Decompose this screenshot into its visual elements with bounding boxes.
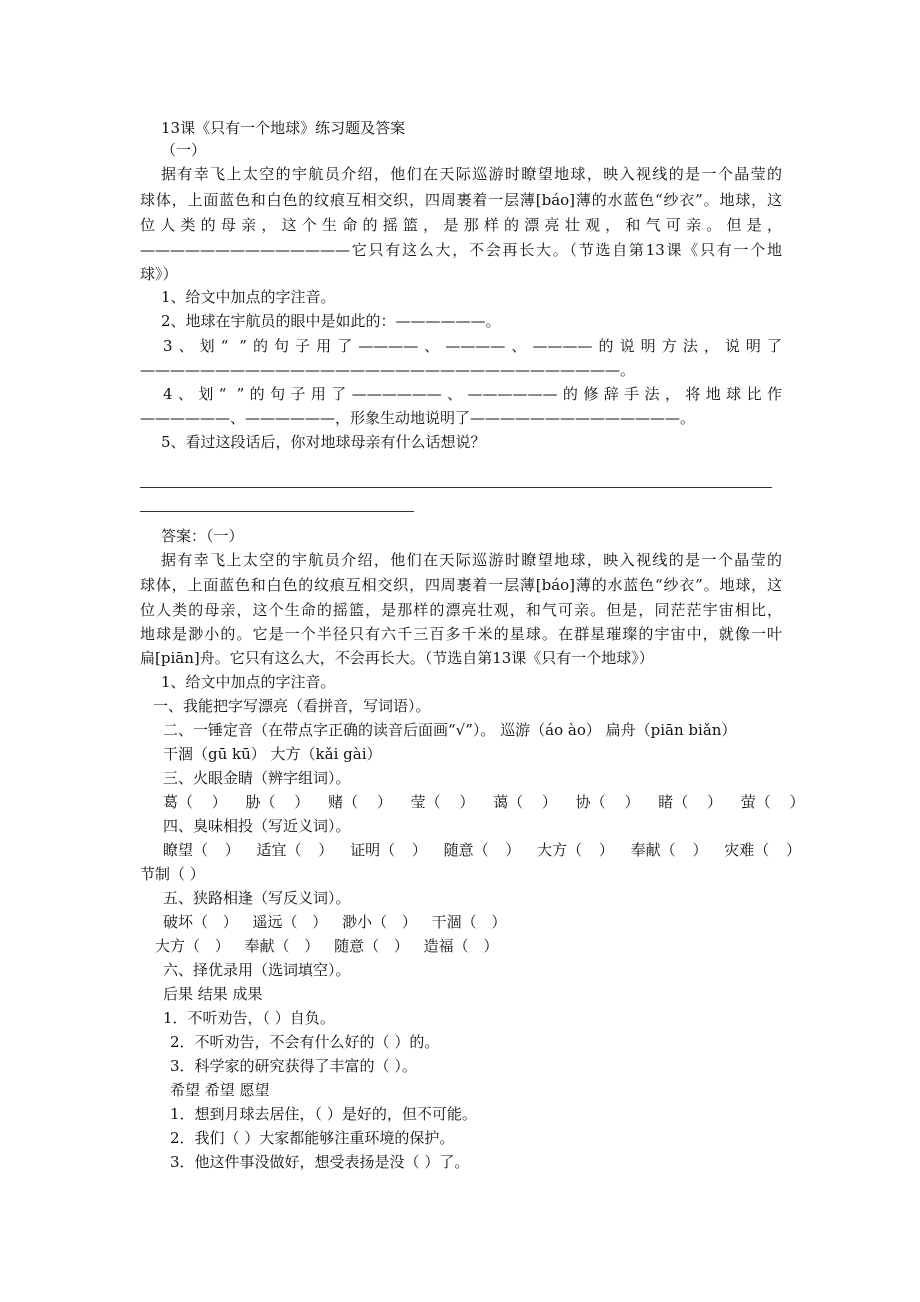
passage-line: ——————————————它只有这么大，不会再长大。（节选自第13课《只有一个地 [140, 241, 782, 259]
exercise-line: 1．不听劝告，（ ）自负。 [163, 1009, 335, 1027]
section-one-label: （一） [161, 141, 207, 159]
question-2: 2、地球在宇航员的眼中是如此的：——————。 [161, 312, 501, 330]
word-choices: 后果 结果 成果 [163, 985, 263, 1003]
exercise-heading: 一、我能把字写漂亮（看拼音，写词语）。 [153, 697, 431, 715]
exercise-line: 3．他这件事没做好，想受表扬是没（ ）了。 [170, 1153, 470, 1171]
word-choices: 希望 希望 愿望 [170, 1081, 270, 1099]
answer-passage-line: 球体，上面蓝色和白色的纹痕互相交织，四周裹着一层薄[báo]薄的水蓝色“纱衣”。地球，这 [140, 576, 782, 594]
answer-passage-line: 地球是渺小的。它是一个半径只有六千三百多千米的星球。在群星璀璨的宇宙中，就像一叶 [140, 625, 782, 643]
exercise-heading: 二、一锤定音（在带点字正确的读音后面画“√”）。 巡游（áo ào） 扁舟（piān biǎn） [163, 721, 737, 739]
passage-line: 球》） [140, 265, 178, 283]
question-3-continued: ————————————————————————————————。 [140, 361, 636, 379]
answer-line [140, 487, 772, 488]
answer-passage-line: 扁[piān]舟。它只有这么大，不会再长大。（节选自第13课《只有一个地球》） [140, 649, 654, 667]
answer-question-1: 1、给文中加点的字注音。 [161, 673, 336, 691]
question-4: 4、划“ ”的句子用了——————、——————的修辞手法，将地球比作 [163, 385, 782, 403]
exercise-heading: 五、狭路相逢（写反义词）。 [163, 889, 351, 907]
exercise-heading: 六、择优录用（选词填空）。 [163, 961, 351, 979]
passage-line: 位人类的母亲，这个生命的摇篮，是那样的漂亮壮观，和气可亲。但是， [140, 216, 782, 234]
question-5: 5、看过这段话后，你对地球母亲有什么话想说？ [161, 433, 486, 451]
exercise-line: 破坏（ ） 遥远（ ） 渺小（ ） 干涸（ ） [163, 913, 507, 931]
question-3: 3、划“ ”的句子用了————、————、————的说明方法，说明了 [163, 337, 782, 355]
exercise-line: 葛（ ） 胁（ ） 赌（ ） 莹（ ） 蔼（ ） 协（ ） 睹（ ） 萤（ ） [163, 793, 805, 811]
exercise-line: 2．我们（ ）大家都能够注重环境的保护。 [170, 1129, 455, 1147]
exercise-line: 2．不听劝告，不会有什么好的（ ）的。 [170, 1033, 440, 1051]
passage-line: 球体，上面蓝色和白色的纹痕互相交织，四周裹着一层薄[báo]薄的水蓝色“纱衣”。地球，这 [140, 191, 782, 209]
exercise-heading: 四、臭味相投（写近义词）。 [163, 817, 351, 835]
answer-heading: 答案：（一） [161, 527, 244, 545]
exercise-line: 3．科学家的研究获得了丰富的（ ）。 [170, 1057, 417, 1075]
exercise-heading: 三、火眼金睛（辨字组词）。 [163, 769, 351, 787]
exercise-line: 瞭望（ ） 适宜（ ） 证明（ ） 随意（ ） 大方（ ） 奉献（ ） 灾难（ ） [163, 841, 801, 859]
passage-line: 据有幸飞上太空的宇航员介绍，他们在天际巡游时瞭望地球，映入视线的是一个晶莹的 [161, 165, 782, 183]
document-title: 13课《只有一个地球》练习题及答案 [161, 119, 406, 137]
exercise-line: 大方（ ） 奉献（ ） 随意（ ） 造福（ ） [155, 937, 499, 955]
answer-passage-line: 位人类的母亲，这个生命的摇篮，是那样的漂亮壮观，和气可亲。但是，同茫茫宇宙相比， [140, 601, 782, 619]
answer-passage-line: 据有幸飞上太空的宇航员介绍，他们在天际巡游时瞭望地球，映入视线的是一个晶莹的 [161, 551, 782, 569]
answer-line [140, 511, 414, 512]
question-1: 1、给文中加点的字注音。 [161, 288, 336, 306]
exercise-line: 干涸（gū kū） 大方（kǎi gài） [163, 745, 382, 763]
exercise-line: 1．想到月球去居住，（ ）是好的，但不可能。 [170, 1105, 477, 1123]
exercise-line: 节制（ ） [140, 865, 205, 883]
question-4-continued: ——————、——————，形象生动地说明了——————————————。 [140, 409, 696, 427]
